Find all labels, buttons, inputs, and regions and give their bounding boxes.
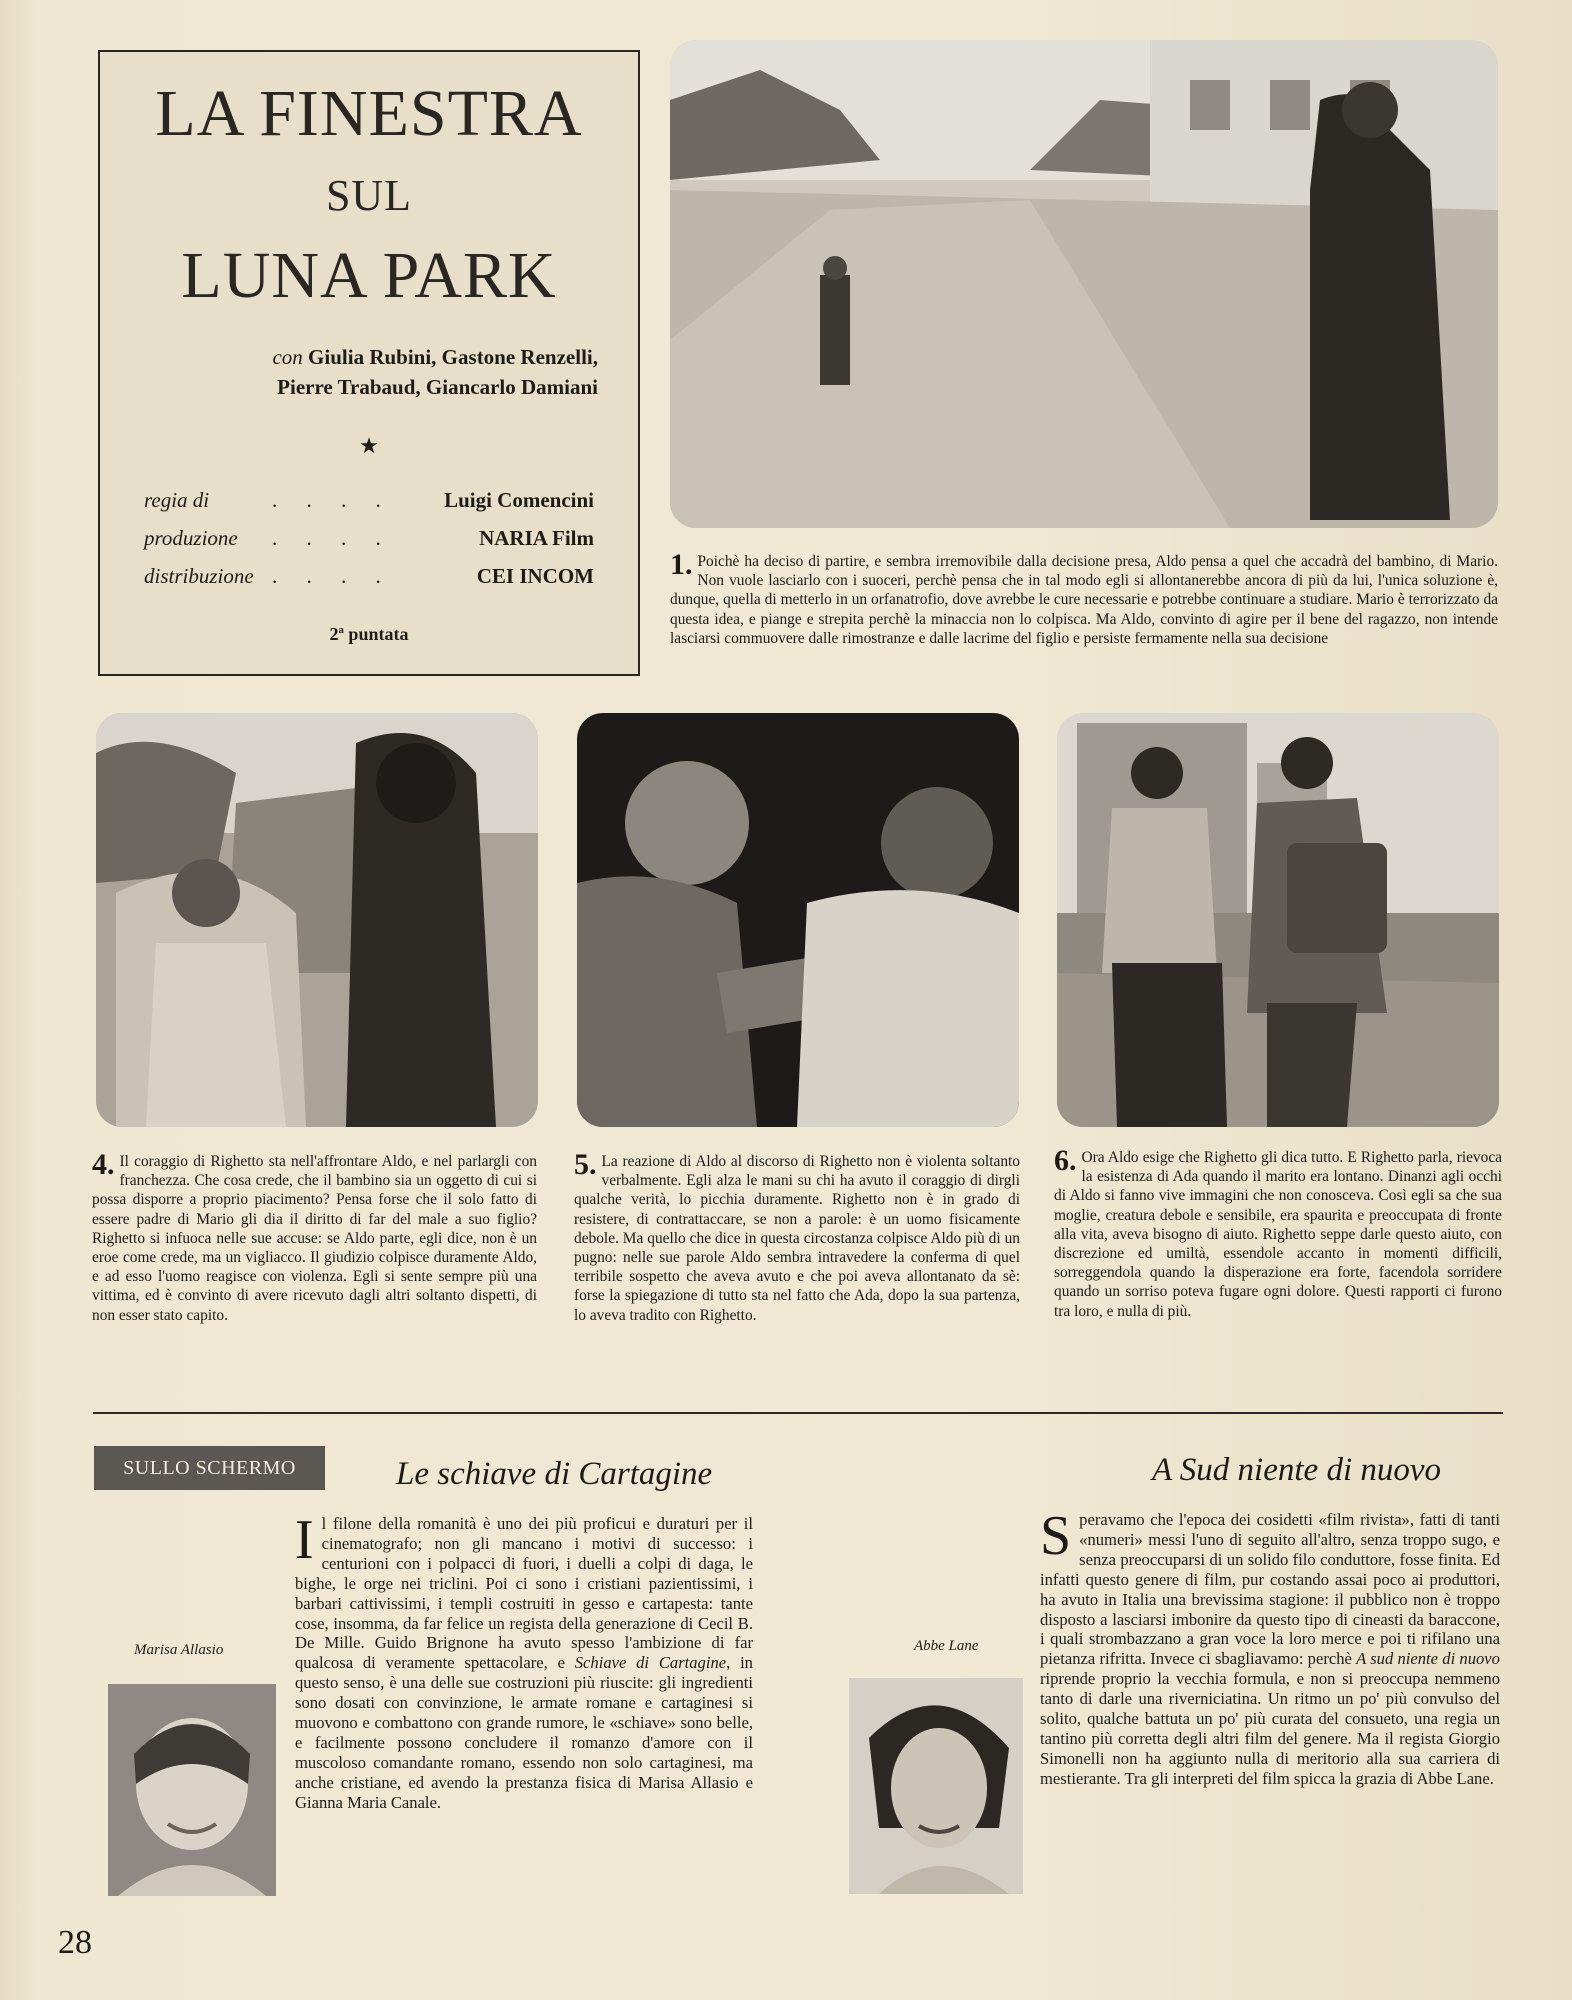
credit-dots: . . . . — [272, 526, 393, 550]
caption-number: 5. — [574, 1148, 597, 1181]
caption-text: Ora Aldo esige che Righetto gli dica tutto. E Righetto parla, rievoca la esistenza di Ada quando il marito era lontano. Dinanzi agli occhi di Aldo si fanno vive immagini che non conosceva. Così egli sa che sua moglie, creatura debole e sensibile, era spaurita e preoccupata di fronte alla vita, aveva bisogno di aiuto. Righetto seppe darle questo aiuto, con discrezione ed umiltà, essendole accanto in momenti difficili, sorreggendola quando la disperazione era forte, facendola sorridere quando un sorriso poteva fugare ogni dolore. Questi rapporti ci furono tra loro, e nulla di più. — [1054, 1149, 1502, 1320]
photo-4 — [96, 713, 538, 1127]
title-line-3: LUNA PARK — [181, 239, 557, 312]
photo-5 — [577, 713, 1019, 1127]
review-body-part: riprende proprio la vecchia formula, e non si preoccupa nemmeno tanto di darle una riverniciatina. Un ritmo un po' più convulso del solito, qualche battuta un po' più curata del consueto, una regia un tantino più corretta degli altri film del genere. Ma il regista Giorgio Simonelli non ha aggiunto nulla di meritorio alla sua carriera di mestierante. Tra gli interpreti del film spicca la grazia di Abbe Lane. — [1040, 1669, 1500, 1788]
credit-value: NARIA Film — [479, 526, 594, 550]
credit-label: distribuzione — [144, 564, 254, 588]
caption-4 — [92, 1148, 537, 1325]
caption-number: 4. — [92, 1148, 115, 1181]
title-box — [98, 50, 640, 676]
cast-line-1: Giulia Rubini, Gastone Renzelli, — [308, 345, 598, 369]
caption-text: Poichè ha deciso di partire, e sembra irremovibile dalla decisione presa, Aldo pensa a quel che accadrà del bambino, di Mario. Non vuole lasciarlo con i suoceri, perchè pensa che in tal modo egli si allontanerebbe ancora di più da lui, l'unica soluzione è, dunque, quella di metterlo in un orfanatrofio, dove avrebbe le cure necessarie e potrebbe continuare a studiare. Mario è terrorizzato da questa idea, e piange e strepita perchè la minaccia non lo colpisca. Ma Aldo, convinto di agire per il bene del ragazzo, non intende lasciarsi commuovere dalle rimostranze e dalle lacrime del figlio e persiste fermamente nella sua decisione — [670, 553, 1498, 647]
review-title-cartagine: Le schiave di Cartagine — [396, 1456, 713, 1492]
caption-6 — [1054, 1144, 1502, 1321]
credit-value: CEI INCOM — [476, 564, 594, 588]
film-title-inline: Schiave di Cartagine — [574, 1653, 727, 1673]
caption-text: La reazione di Aldo al discorso di Righetto non è violenta soltanto verbalmente. Egli alza le mani su chi ha avuto il coraggio di dirgli qualche verità, lo picchia duramente. Righetto non è in grado di resistere, di contrattaccare, se non a parole: è un uomo fisicamente debole. Ma quello che dice in questa circostanza colpisce Aldo più di un pugno: nelle sue parole Aldo sembra intravedere la conferma di quel terribile sospetto che aveva avuto e che poi aveva allontanato da sè: forse la spiegazione di tutto sta nel fatto che Ada, dopo la sua partenza, lo aveva tradito con Righetto. — [574, 1153, 1020, 1324]
portrait-allasio — [108, 1684, 276, 1896]
caption-number: 1. — [670, 548, 693, 581]
portrait-label-lane: Abbe Lane — [914, 1638, 979, 1654]
review-text-sud — [1040, 1505, 1500, 1789]
star-ornament: ★ — [359, 434, 379, 459]
review-body-part: peravamo che l'epoca dei cosidetti «film rivista», fatti di tanti «numeri» messi l'uno di seguito all'altro, senza troppo sugo, e senza preoccuparsi di un solido filo conduttore, fosse finita. Ed infatti questo genere di film, pur costando assai poco ai produttori, ha avuto in Italia una brevissima stagione: il pubblico non è troppo disposto a lasciarsi imbonire da questo tipo di cineasti da baraccone, i quali strombazzano a gran voce la loro merce e poi ti rifilano una pietanza rifritta. Invece ci sbagliavamo: perchè — [1040, 1510, 1500, 1669]
drop-cap: S — [1040, 1505, 1072, 1567]
credit-label: regia di — [144, 488, 210, 512]
review-text-cartagine — [295, 1509, 753, 1813]
title-line-2: SUL — [325, 171, 413, 220]
credit-production — [144, 526, 594, 564]
credit-label: produzione — [144, 526, 238, 550]
caption-1 — [670, 548, 1498, 648]
credit-distribution — [144, 564, 594, 602]
film-title-inline: A sud niente di nuovo — [1356, 1649, 1500, 1669]
review-body-part: , in questo senso, è una delle sue costruzioni più riuscite: gli ingredienti sono dosati con convinzione, le armate romane e cartaginesi si muovono e combattono con grande rumore, le «schiave» sono belle, e facilmente possono concludere il romanzo d'amore con il muscoloso comandante romano, essendo non solo cartaginesi, ma anche cristiane, ed avendo la prestanza fisica di Marisa Allasio e Gianna Maria Canale. — [295, 1653, 753, 1812]
page-number: 28 — [58, 1924, 92, 1961]
caption-number: 6. — [1054, 1144, 1077, 1177]
section-badge: SULLO SCHERMO — [94, 1446, 325, 1490]
photo-6 — [1057, 713, 1499, 1127]
title-line-1: LA FINESTRA — [155, 77, 583, 150]
credit-direction — [144, 488, 594, 526]
credit-value: Luigi Comencini — [444, 488, 594, 512]
caption-5 — [574, 1148, 1020, 1325]
review-body-part: l filone della romanità è uno dei più proficui e duraturi per il cinematografo; non gli mancano i motivi di successo: i centurioni con i polpacci di fuori, i duelli a colpi di daga, le bighe, le orge nei triclini. Poi ci sono i cristiani pazientissimi, i barbari cattivissimi, i templi costruiti in gesso e cartapesta: tante cose, insomma, da far felice un regista della generazione di Cecil B. De Mille. Guido Brignone ha avuto spesso l'ambizione di far qualcosa di veramente spettacolare, e — [295, 1514, 753, 1673]
credit-dots: . . . . — [272, 488, 393, 512]
cast-prefix: con — [272, 345, 303, 369]
drop-cap: I — [295, 1509, 314, 1571]
portrait-label-allasio: Marisa Allasio — [134, 1642, 224, 1658]
section-divider — [93, 1412, 1503, 1414]
credit-dots: . . . . — [272, 564, 393, 588]
cast-list — [100, 342, 598, 402]
cast-line-2: Pierre Trabaud, Giancarlo Damiani — [277, 375, 598, 399]
caption-text: Il coraggio di Righetto sta nell'affrontare Aldo, e nel parlargli con franchezza. Che cosa crede, che il bambino sia un oggetto di cui si possa disporre a proprio piacimento? Pensa forse che il solo fatto di essere padre di Mario gli dia il diritto di far del male a suo figlio? Righetto si infuoca nelle sue accuse: se Aldo parte, egli dice, non è un eroe come crede, ma un vigliacco. Il giudizio colpisce duramente Aldo, e ad esso l'uomo reagisce con violenza. Egli si sente sempre più una vittima, ed è convinto di avere ricevuto dagli altri soltanto dispetti, di non esser stato capito. — [92, 1153, 537, 1324]
portrait-lane — [849, 1678, 1023, 1894]
review-title-sud: A Sud niente di nuovo — [1152, 1452, 1442, 1488]
photo-1 — [670, 40, 1498, 528]
episode-label: 2ª puntata — [329, 624, 409, 644]
